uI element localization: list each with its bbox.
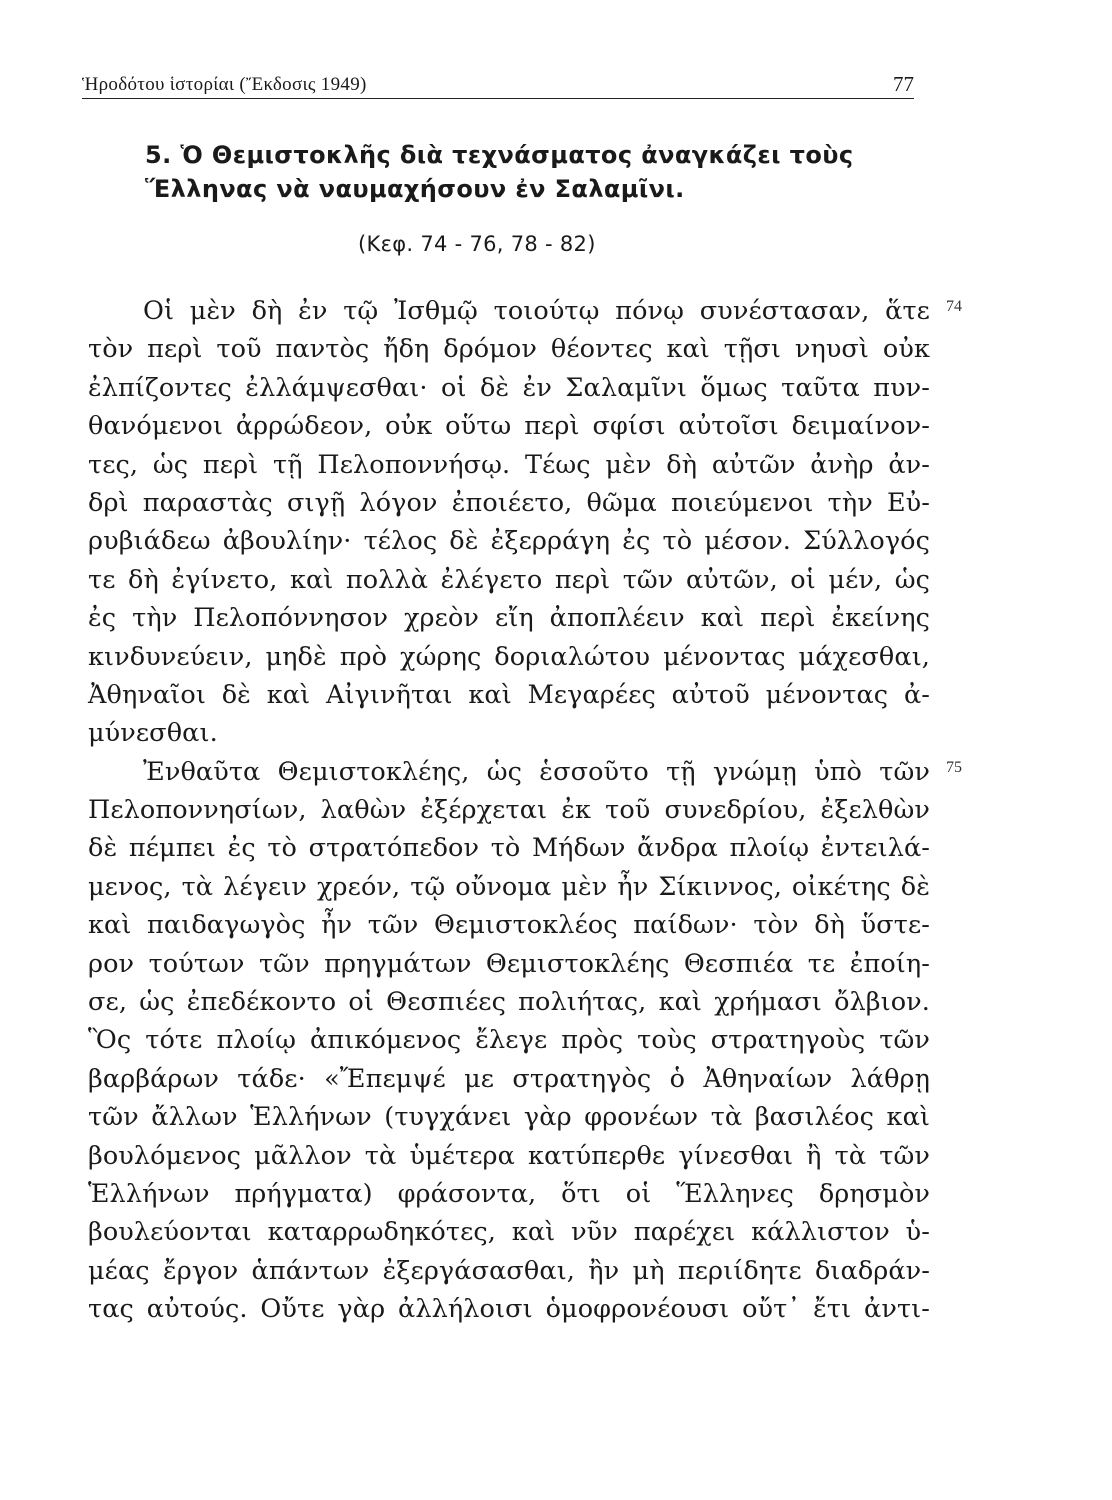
- text-line: καὶ παιδαγωγὸς ἦν τῶν Θεμιστοκλέος παίδων· τὸν δὴ ὕστε-: [88, 910, 930, 941]
- text-line: ἐς τὴν Πελοπόννησον χρεὸν εἴη ἀποπλέειν καὶ περὶ ἐκείνης: [88, 603, 930, 634]
- text-line: δὲ πέμπει ἐς τὸ στρατόπεδον τὸ Μήδων ἄνδρα πλοίῳ ἐντειλά-: [88, 833, 930, 864]
- text-line: βουλεύονται καταρρωδηκότες, καὶ νῦν παρέχει κάλλιστον ὑ-: [88, 1217, 930, 1248]
- text-line: μύνεσθαι.: [88, 718, 218, 749]
- text-line: μενος, τὰ λέγειν χρεόν, τῷ οὔνομα μὲν ἦν Σίκιννος, οἰκέτης δὲ: [88, 871, 930, 902]
- text-line: ἐλπίζοντες ἐλλάμψεσθαι· οἱ δὲ ἐν Σαλαμῖνι ὅμως ταῦτα πυν-: [88, 372, 930, 403]
- text-line: Πελοποννησίων, λαθὼν ἐξέρχεται ἐκ τοῦ συνεδρίου, ἐξελθὼν: [88, 795, 930, 826]
- text-line: βουλόμενος μᾶλλον τὰ ὑμέτερα κατύπερθε γίνεσθαι ἢ τὰ τῶν: [88, 1140, 930, 1171]
- text-line: Ἀθηναῖοι δὲ καὶ Αἰγινῆται καὶ Μεγαρέες αὐτοῦ μένοντας ἀ-: [88, 679, 930, 710]
- text-line: ρυβιάδεω ἀβουλίην· τέλος δὲ ἐξερράγη ἐς τὸ μέσον. Σύλλογός: [88, 526, 930, 557]
- text-line: τῶν ἄλλων Ἑλλήνων (τυγχάνει γὰρ φρονέων τὰ βασιλέος καὶ: [88, 1102, 930, 1133]
- page-number: 77: [893, 72, 914, 96]
- text-line: σε, ὡς ἐπεδέκοντο οἱ Θεσπιέες πολιήτας, καὶ χρήμασι ὄλβιον.: [88, 987, 930, 1018]
- text-line: τὸν περὶ τοῦ παντὸς ἤδη δρόμον θέοντες καὶ τῇσι νηυσὶ οὐκ: [88, 334, 930, 365]
- text-line: δρὶ παραστὰς σιγῇ λόγον ἐποιέετο, θῶμα ποιεύμενοι τὴν Εὐ-: [88, 487, 930, 518]
- margin-chapter-number: 74: [946, 298, 962, 315]
- running-title: Ἡροδότου ἱστορίαι (Ἔκδοσις 1949): [82, 74, 367, 95]
- running-header: [82, 72, 914, 99]
- section-heading: [145, 138, 945, 206]
- text-line: τες, ὡς περὶ τῇ Πελοποννήσῳ. Τέως μὲν δὴ αὐτῶν ἀνὴρ ἀν-: [88, 449, 930, 480]
- text-line: ρον τούτων τῶν πρηγμάτων Θεμιστοκλέης Θεσπιέα τε ἐποίη-: [88, 948, 930, 979]
- section-heading-line-2: Ἕλληνας νὰ ναυμαχήσουν ἐν Σαλαμῖνι.: [145, 175, 685, 203]
- body-text: [88, 292, 930, 1329]
- text-line: Ἐνθαῦτα Θεμιστοκλέης, ὡς ἑσσοῦτο τῇ γνώμῃ ὑπὸ τῶν: [143, 756, 930, 787]
- text-line: κινδυνεύειν, μηδὲ πρὸ χώρης δοριαλώτου μένοντας μάχεσθαι,: [88, 641, 930, 672]
- text-line: Ὃς τότε πλοίῳ ἀπικόμενος ἔλεγε πρὸς τοὺς στρατηγοὺς τῶν: [88, 1025, 930, 1056]
- text-line: Ἑλλήνων πρήγματα) φράσοντα, ὅτι οἱ Ἕλληνες δρησμὸν: [88, 1178, 930, 1209]
- text-line: τας αὐτούς. Οὔτε γὰρ ἀλλήλοισι ὁμοφρονέουσι οὔτ᾽ ἔτι ἀντι-: [88, 1294, 930, 1325]
- text-line: μέας ἔργον ἁπάντων ἐξεργάσασθαι, ἢν μὴ περιίδητε διαδράν-: [88, 1255, 930, 1286]
- text-line: τε δὴ ἐγίνετο, καὶ πολλὰ ἐλέγετο περὶ τῶν αὐτῶν, οἱ μέν, ὡς: [88, 564, 930, 595]
- text-line: Οἱ μὲν δὴ ἐν τῷ Ἰσθμῷ τοιούτῳ πόνῳ συνέστασαν, ἅτε: [143, 296, 930, 326]
- margin-chapter-number: 75: [946, 759, 962, 776]
- text-line: θανόμενοι ἀρρώδεον, οὐκ οὕτω περὶ σφίσι αὐτοῖσι δειμαίνον-: [88, 411, 930, 442]
- section-heading-line-1: 5. Ὁ Θεμιστοκλῆς διὰ τεχνάσματος ἀναγκάζει τοὺς: [145, 141, 854, 169]
- text-line: βαρβάρων τάδε· «Ἔπεμψέ με στρατηγὸς ὁ Ἀθηναίων λάθρῃ: [88, 1063, 930, 1094]
- chapter-reference: (Κεφ. 74 - 76, 78 - 82): [358, 232, 596, 256]
